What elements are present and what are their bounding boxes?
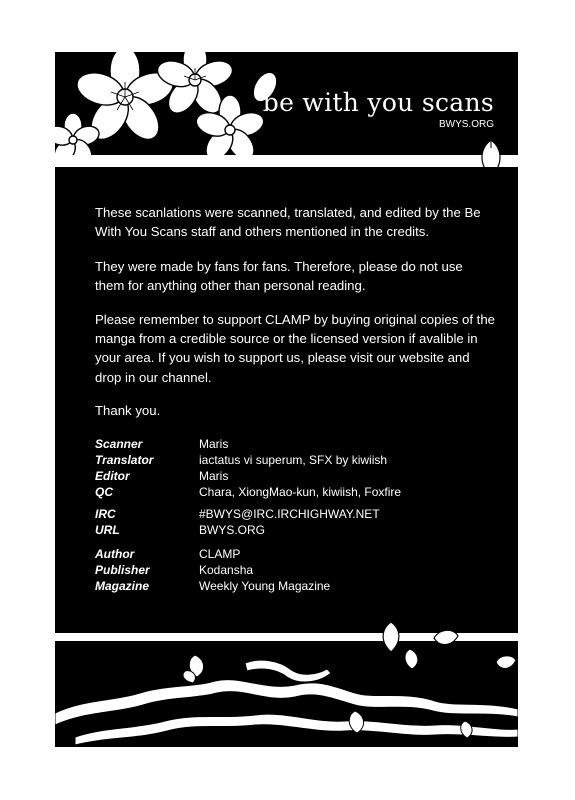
credit-row xyxy=(95,468,505,484)
credit-row xyxy=(95,546,505,562)
credit-label: IRC xyxy=(95,507,116,521)
credit-row xyxy=(95,578,505,594)
header-banner xyxy=(55,52,518,155)
credit-label: Scanner xyxy=(95,437,143,451)
credit-value: iactatus vi superum, SFX by kiwiish xyxy=(199,453,388,467)
credit-label: Translator xyxy=(95,453,154,467)
site-title: be with you scans xyxy=(262,88,494,117)
credit-row xyxy=(95,506,505,522)
credit-label: Publisher xyxy=(95,563,150,577)
credit-value: Maris xyxy=(199,437,229,451)
credit-row xyxy=(95,522,505,538)
credit-label: Magazine xyxy=(95,579,150,593)
usage-paragraph: They were made by fans for fans. Therefore, please do not use them for anything other than personal reading. xyxy=(95,259,463,294)
petal-icon xyxy=(430,624,460,654)
credit-value: Maris xyxy=(199,469,229,483)
support-paragraph: Please remember to support CLAMP by buying original copies of the manga from a credible source or the licensed version if avalible in your area. If you wish to support us, please visit our website and drop in our channel. xyxy=(95,312,495,385)
source-credits xyxy=(95,546,505,594)
credit-label: URL xyxy=(95,523,120,537)
staff-credits xyxy=(95,436,505,500)
irc-channel-link[interactable]: #BWYS@IRC.IRCHIGHWAY.NET xyxy=(199,507,380,521)
credit-label: QC xyxy=(95,485,113,499)
thanks-paragraph: Thank you. xyxy=(95,403,161,418)
river-swirl-icon xyxy=(55,641,518,747)
credit-value: Weekly Young Magazine xyxy=(199,579,331,593)
footer-banner xyxy=(55,641,518,747)
credit-value: Kodansha xyxy=(199,563,254,577)
intro-paragraph: These scanlations were scanned, translated, and edited by the Be With You Scans staff and others mentioned in the credits. xyxy=(95,205,481,240)
credit-row xyxy=(95,484,505,500)
website-link[interactable]: BWYS.ORG xyxy=(199,523,266,537)
petal-icon xyxy=(378,620,404,654)
credit-row xyxy=(95,436,505,452)
credit-row xyxy=(95,452,505,468)
credit-row xyxy=(95,562,505,578)
credit-label: Author xyxy=(95,547,135,561)
petal-icon xyxy=(492,650,518,676)
credit-value: CLAMP xyxy=(199,547,241,561)
contact-credits xyxy=(95,506,505,538)
credit-label: Editor xyxy=(95,469,130,483)
notice-panel xyxy=(55,167,518,633)
site-url[interactable]: BWYS.ORG xyxy=(438,119,494,130)
credit-value: Chara, XiongMao-kun, kiwiish, Foxfire xyxy=(199,485,402,499)
